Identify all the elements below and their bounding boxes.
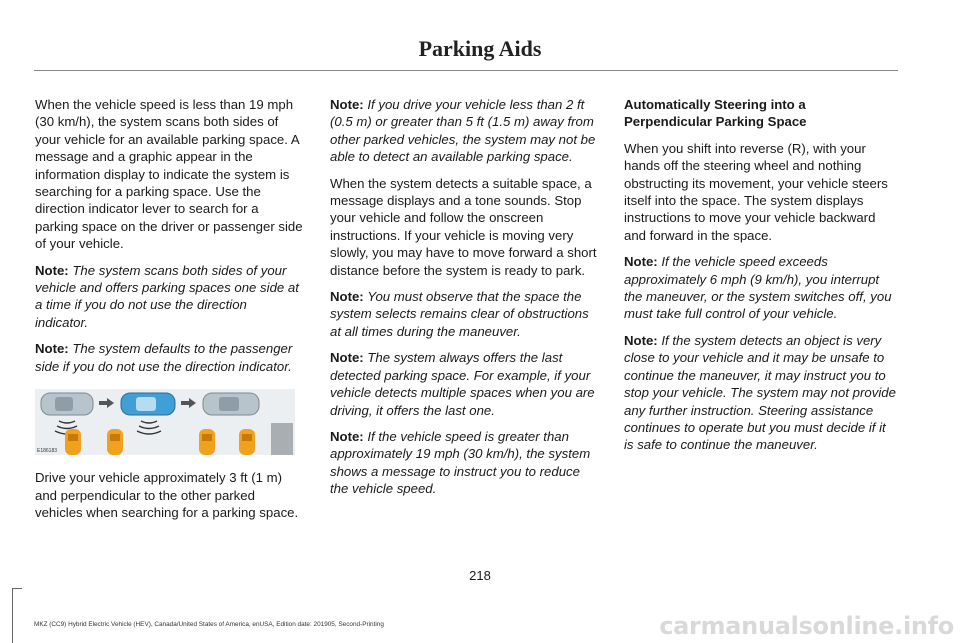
note-text: If the system detects an object is very close to your vehicle and it may be unsafe to continue the maneuver, it may instruct you to stop your vehicle. The system may not provide any further instruction. Steering assistance continues to operate but you must decide if it is safe to continue the maneuver. [624, 332, 896, 453]
car-icon [203, 393, 259, 415]
note [330, 96, 598, 166]
column-3 [624, 96, 896, 463]
parking-illustration-svg [35, 389, 295, 455]
note-text: If the vehicle speed exceeds approximately 6 mph (9 km/h), you interrupt the maneuver, or the system switches off, you must take full control of your vehicle. [624, 254, 892, 322]
paragraph: When the system detects a suitable space, a message displays and a tone sounds. Stop your vehicle and follow the onscreen instructions. If your vehicle is moving very slowly, you may have to move forward a short distance before the system is ready to park. [330, 175, 597, 278]
paragraph: When the vehicle speed is less than 19 mph (30 km/h), the system scans both sides of your vehicle for an available parking space. A message and a graphic appear in the information display to indicate the system is searching for a parking space. Use the direction indicator lever to search for a parking space on the driver or passenger side of your vehicle. [35, 97, 303, 252]
note-label: Note: [35, 262, 69, 278]
wall-panel [271, 423, 293, 455]
page-title: Parking Aids [418, 36, 542, 61]
section-heading: Automatically Steering into a Perpendicular Parking Space [624, 97, 807, 130]
crop-mark [12, 588, 22, 589]
note-label: Note: [330, 289, 364, 305]
parked-car-icon [199, 429, 215, 455]
car-icon [41, 393, 93, 415]
parking-scan-illustration [35, 389, 295, 455]
note-text: If you drive your vehicle less than 2 ft (0.5 m) or greater than 5 ft (1.5 m) away from other parked vehicles, the system may not be able to detect an available parking space. [330, 97, 596, 165]
title-divider [34, 70, 898, 71]
column-2 [330, 96, 598, 507]
note-text: The system defaults to the passenger side if you do not use the direction indicator. [35, 341, 293, 374]
note-text: If the vehicle speed is greater than approximately 19 mph (30 km/h), the system shows a message to instruct you to reduce the vehicle speed. [330, 428, 591, 497]
note-label: Note: [624, 254, 658, 270]
watermark: carmanualsonline.info [659, 612, 954, 640]
note [624, 253, 896, 323]
note-label: Note: [330, 97, 364, 112]
column-1 [35, 96, 303, 530]
note [35, 340, 303, 375]
note-label: Note: [35, 341, 69, 357]
note-label: Note: [624, 332, 658, 348]
note [624, 332, 896, 454]
note-text: The system scans both sides of your vehicle and offers parking spaces one side at a time if you do not use the direction indicator. [35, 262, 299, 330]
paragraph: When you shift into reverse (R), with your hands off the steering wheel and nothing obstructing its movement, your vehicle steers itself into the space. The system displays instructions to move your vehicle backward and forward in the space. [624, 140, 888, 243]
parked-car-icon [107, 429, 123, 455]
paragraph: Drive your vehicle approximately 3 ft (1 m) and perpendicular to the other parked vehicles when searching for a parking space. [35, 470, 299, 520]
note [35, 262, 303, 332]
note-label: Note: [330, 350, 364, 366]
page-number: 218 [469, 568, 491, 583]
note-label: Note: [330, 428, 364, 444]
parked-car-icon [239, 429, 255, 455]
note [330, 288, 598, 340]
note [330, 349, 598, 419]
note-text: The system always offers the last detected parking space. For example, if your vehicle detects multiple spaces when you are driving, it offers the last one. [330, 350, 595, 418]
crop-mark [12, 588, 13, 643]
note-text: You must observe that the space the system selects remains clear of obstructions at all times during the maneuver. [330, 289, 589, 339]
footer-text: MKZ (CC9) Hybrid Electric Vehicle (HEV), Canada/United States of America, enUSA, Edition date: 201905, Second-Printing [34, 621, 384, 628]
figure-code: E186183 [37, 448, 58, 455]
parked-car-icon [65, 429, 81, 455]
car-icon [121, 393, 175, 415]
note [330, 428, 598, 498]
